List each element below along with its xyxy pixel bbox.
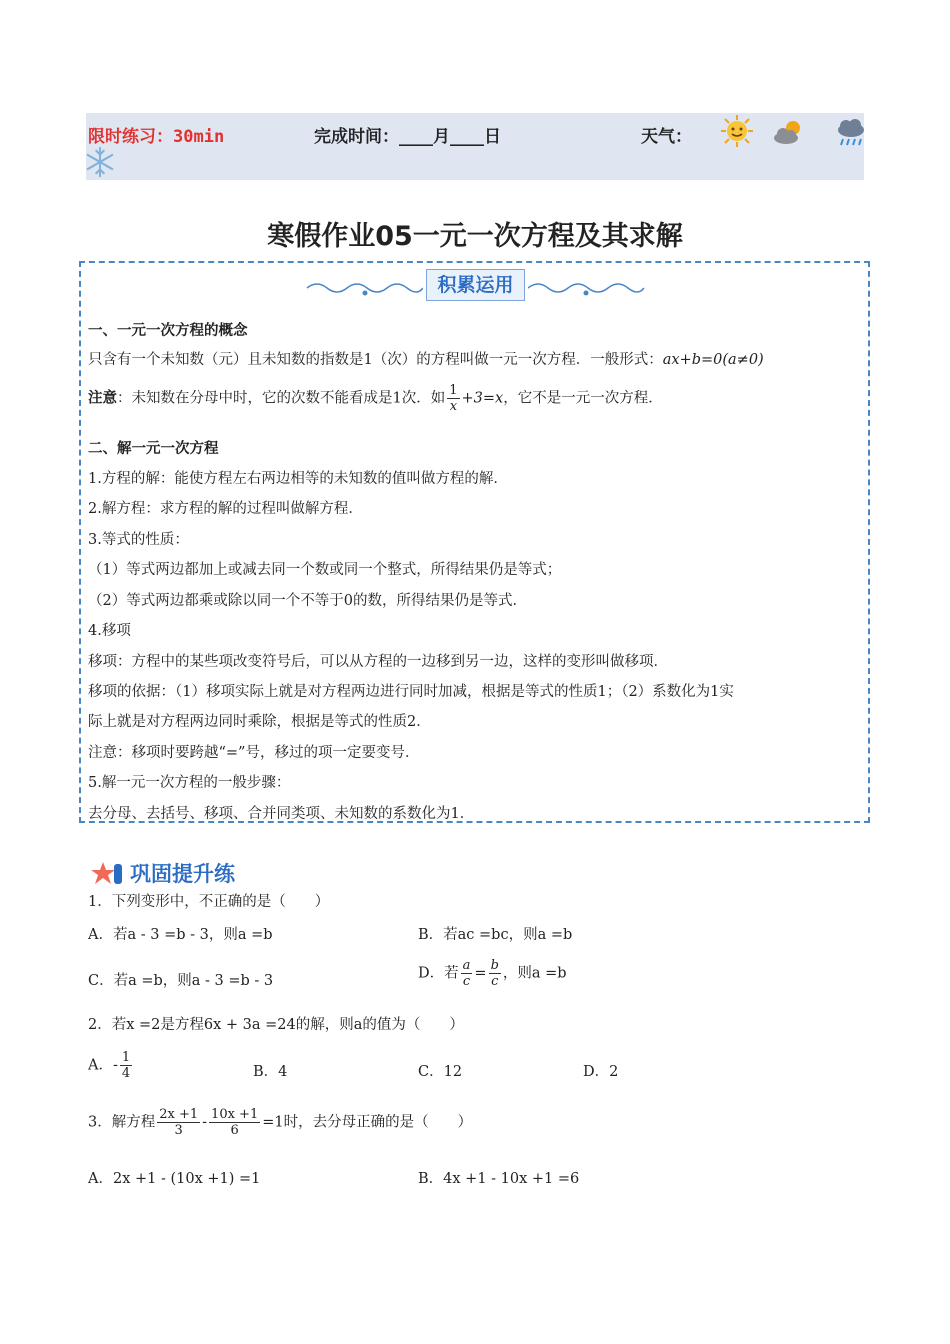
sun-icon bbox=[720, 114, 754, 148]
q1-option-b[interactable]: B．若ac =bc，则a =b bbox=[418, 927, 573, 943]
q2-option-b[interactable]: B．4 bbox=[253, 1064, 288, 1080]
q1-d-frac-2 bbox=[489, 958, 501, 989]
q2-a-fraction bbox=[120, 1050, 132, 1081]
q3-frac-2 bbox=[209, 1107, 260, 1138]
star-icon bbox=[90, 861, 124, 887]
q3-stem bbox=[88, 1107, 472, 1138]
q1-stem: 1．下列变形中，不正确的是（ ） bbox=[88, 894, 330, 910]
concept-line: 5.解一元一次方程的一般步骤： bbox=[88, 775, 291, 791]
time-limit: 限时练习：30min bbox=[88, 127, 225, 147]
q1-d-num1: a bbox=[462, 958, 471, 973]
q2-option-c[interactable]: C．12 bbox=[418, 1064, 463, 1080]
q3-minus: - bbox=[202, 1114, 208, 1131]
header-banner bbox=[86, 113, 864, 180]
q1-d-den2: c bbox=[491, 974, 499, 989]
concept-line: 移项的依据：（1）移项实际上就是对方程两边进行同时加减，根据是等式的性质1；（2）系数化为1实 bbox=[88, 684, 734, 700]
decor-wave-left-icon bbox=[305, 276, 423, 298]
decor-wave-right-icon bbox=[528, 276, 646, 298]
q1-option-a[interactable]: A．若a - 3 =b - 3，则a =b bbox=[88, 927, 273, 943]
q3-den1: 3 bbox=[174, 1123, 183, 1138]
q3-num2: 10x +1 bbox=[211, 1107, 259, 1122]
note-tail: ，它不是一元一次方程． bbox=[503, 390, 663, 407]
concept-definition bbox=[88, 351, 764, 369]
concept-line: （1）等式两边都加上或减去同一个数或同一个整式，所得结果仍是等式； bbox=[88, 562, 562, 578]
q1-d-suffix: ，则a =b bbox=[502, 965, 567, 982]
concept-line: 去分母、去括号、移项、合并同类项、未知数的系数化为1． bbox=[88, 806, 475, 822]
general-form: ax+b=0(a≠0) bbox=[662, 352, 764, 368]
note-frac-num: 1 bbox=[449, 383, 458, 398]
q1-option-c[interactable]: C．若a =b，则a - 3 =b - 3 bbox=[88, 973, 274, 989]
note-text: ：未知数在分母中时，它的次数不能看成是1次．如 bbox=[117, 390, 446, 407]
concept-line: 3.等式的性质： bbox=[88, 532, 189, 548]
q2-option-a[interactable] bbox=[88, 1050, 134, 1081]
concept-line: 4.移项 bbox=[88, 623, 131, 639]
q3-option-b[interactable]: B．4x +1 - 10x +1 =6 bbox=[418, 1171, 580, 1187]
q2-a-prefix: A．- bbox=[88, 1057, 118, 1074]
q2-stem: 2．若x =2是方程6x + 3a =24的解，则a的值为（ ） bbox=[88, 1017, 464, 1033]
q3-suffix: =1时，去分母正确的是（ ） bbox=[262, 1114, 473, 1131]
note-equation: +3=x bbox=[461, 390, 504, 407]
q1-d-num2: b bbox=[490, 958, 499, 973]
weather-label: 天气： bbox=[641, 127, 692, 147]
q3-frac-1 bbox=[157, 1107, 200, 1138]
practice-header: 巩固提升练 bbox=[130, 862, 235, 886]
note-fraction bbox=[447, 383, 459, 414]
concept-line: 际上就是对方程两边同时乘除，根据是等式的性质2． bbox=[88, 714, 431, 730]
q3-num1: 2x +1 bbox=[159, 1107, 199, 1122]
q1-d-equals: = bbox=[474, 965, 487, 982]
note-frac-den: x bbox=[449, 399, 458, 414]
page-title: 寒假作业05一元一次方程及其求解 bbox=[267, 221, 683, 252]
q1-d-den1: c bbox=[462, 974, 471, 989]
concept-heading-2: 二、解一元一次方程 bbox=[88, 440, 219, 457]
definition-text: 只含有一个未知数（元）且未知数的指数是1（次）的方程叫做一元一次方程．一般形式： bbox=[88, 352, 663, 368]
q1-option-d[interactable] bbox=[418, 958, 567, 989]
concept-line: （2）等式两边都乘或除以同一个不等于0的数，所得结果仍是等式． bbox=[88, 593, 527, 609]
q3-den2: 6 bbox=[230, 1123, 239, 1138]
concept-heading-1: 一、一元一次方程的概念 bbox=[88, 322, 248, 339]
q1-d-prefix: D．若 bbox=[418, 965, 459, 982]
concept-line: 移项：方程中的某些项改变符号后，可以从方程的一边移到另一边，这样的变形叫做移项． bbox=[88, 654, 668, 670]
section-badge: 积累运用 bbox=[426, 269, 525, 301]
concept-line: 注意：移项时要跨越“=”号，移过的项一定要变号． bbox=[88, 745, 420, 761]
concept-line: 2.解方程：求方程的解的过程叫做解方程． bbox=[88, 501, 363, 517]
cloud-sun-icon bbox=[772, 116, 806, 150]
q2-a-den: 4 bbox=[121, 1066, 131, 1081]
concept-line: 1.方程的解：能使方程左右两边相等的未知数的值叫做方程的解． bbox=[88, 471, 508, 487]
finish-time: 完成时间：____月____日 bbox=[314, 127, 501, 147]
q1-d-frac-1 bbox=[461, 958, 473, 989]
concepts-box bbox=[79, 261, 870, 823]
rain-icon bbox=[834, 116, 868, 150]
note-label: 注意 bbox=[88, 389, 117, 407]
snow-icon bbox=[84, 146, 116, 178]
q3-prefix: 3．解方程 bbox=[88, 1114, 156, 1131]
q2-option-d[interactable]: D．2 bbox=[583, 1064, 619, 1080]
q2-a-num: 1 bbox=[121, 1050, 131, 1065]
concept-note bbox=[88, 383, 663, 414]
q3-option-a[interactable]: A．2x +1 - (10x +1) =1 bbox=[88, 1171, 261, 1187]
